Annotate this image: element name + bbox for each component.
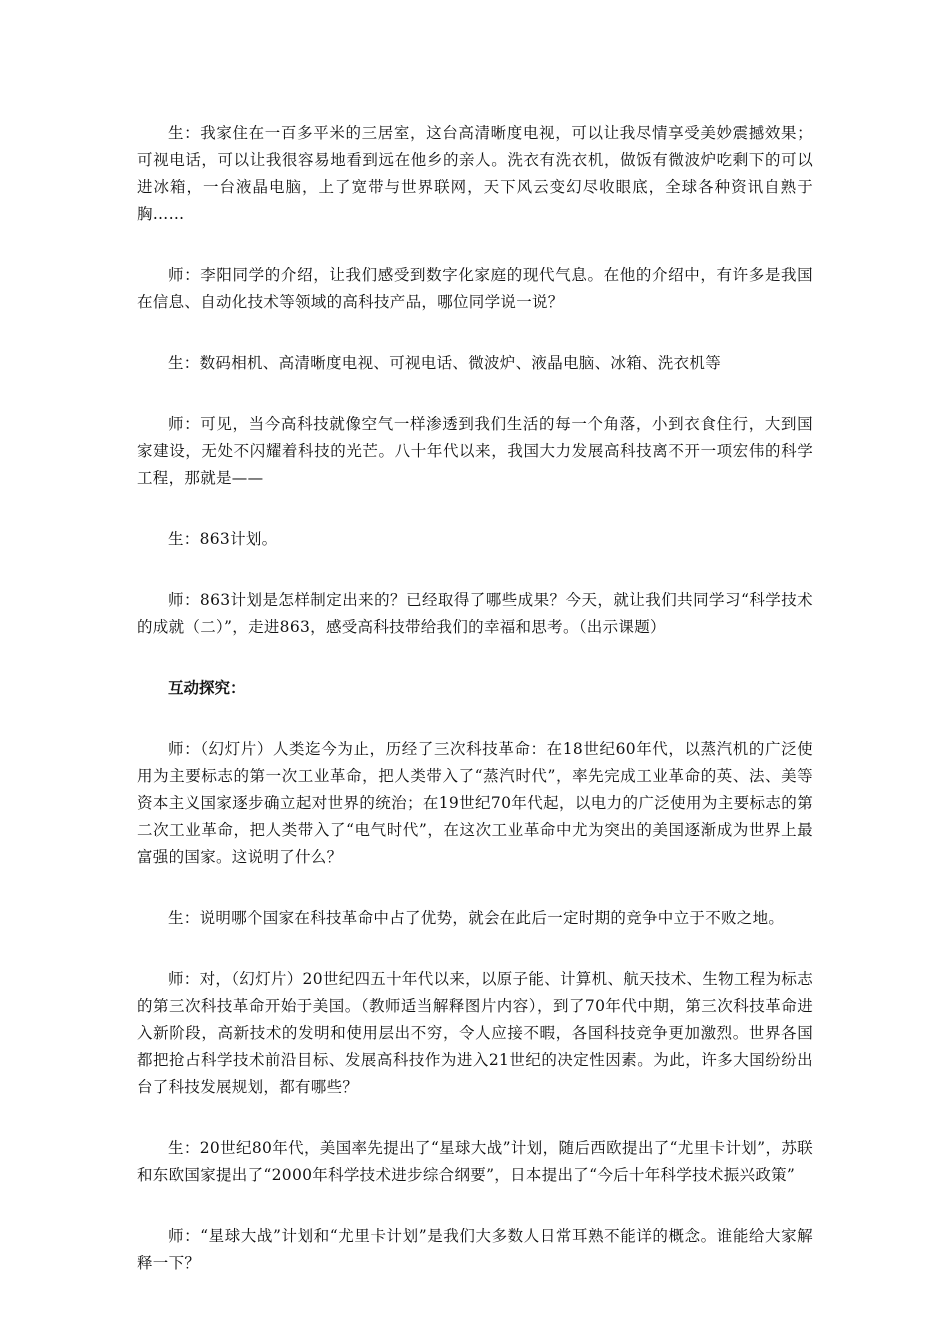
- paragraph-student-plans: 生：20世纪80年代，美国率先提出了“星球大战”计划，随后西欧提出了“尤里卡计划”，苏联和东欧国家提出了“2000年科学技术进步综合纲要”，日本提出了“今后十年科学技术振兴政策”: [137, 1139, 813, 1184]
- paragraph-student-products: 生：数码相机、高清晰度电视、可视电话、微波炉、液晶电脑、冰箱、洗衣机等: [168, 354, 722, 372]
- paragraph-teacher-digital-home: 师：李阳同学的介绍，让我们感受到数字化家庭的现代气息。在他的介绍中，有许多是我国在信息、自动化技术等领域的高科技产品，哪位同学说一说？: [137, 266, 813, 311]
- document-page: [137, 120, 813, 1311]
- paragraph-student-863: 生：863计划。: [168, 530, 278, 548]
- paragraph-teacher-lesson-intro: 师：863计划是怎样制定出来的？已经取得了哪些成果？今天，就让我们共同学习“科学技术的成就（二）”，走进863，感受高科技带给我们的幸福和思考。（出示课题）: [137, 591, 813, 636]
- paragraph-teacher-hightech: 师：可见，当今高科技就像空气一样渗透到我们生活的每一个角落，小到衣食住行，大到国家建设，无处不闪耀着科技的光芒。八十年代以来，我国大力发展高科技离不开一项宏伟的科学工程，那就是——: [137, 415, 813, 487]
- paragraph-teacher-revolutions: 师：（幻灯片）人类迄今为止，历经了三次科技革命：在18世纪60年代，以蒸汽机的广泛使用为主要标志的第一次工业革命，把人类带入了“蒸汽时代”，率先完成工业革命的英、法、美等资本主义国家逐步确立起对世界的统治；在19世纪70年代起，以电力的广泛使用为主要标志的第二次工业革命，把人类带入了“电气时代”，在这次工业革命中尤为突出的美国逐渐成为世界上最富强的国家。这说明了什么？: [137, 740, 813, 866]
- paragraph-teacher-question: 师：“星球大战”计划和“尤里卡计划”是我们大多数人日常耳熟不能详的概念。谁能给大家解释一下？: [137, 1227, 813, 1272]
- paragraph-student-advantage: 生：说明哪个国家在科技革命中占了优势，就会在此后一定时期的竞争中立于不败之地。: [168, 909, 785, 927]
- paragraph-student-home: 生：我家住在一百多平米的三居室，这台高清晰度电视，可以让我尽情享受美妙震撼效果；可视电话，可以让我很容易地看到远在他乡的亲人。洗衣有洗衣机，做饭有微波炉吃剩下的可以进冰箱，一台液晶电脑，上了宽带与世界联网，天下风云变幻尽收眼底，全球各种资讯自熟于胸……: [137, 124, 813, 223]
- section-heading: 互动探究：: [168, 679, 246, 697]
- paragraph-teacher-third-revolution: 师：对，（幻灯片）20世纪四五十年代以来，以原子能、计算机、航天技术、生物工程为标志的第三次科技革命开始于美国。（教师适当解释图片内容），到了70年代中期，第三次科技革命进入新阶段，高新技术的发明和使用层出不穷，令人应接不暇，各国科技竞争更加激烈。世界各国都把抢占科学技术前沿目标、发展高科技作为进入21世纪的决定性因素。为此，许多大国纷纷出台了科技发展规划，都有哪些？: [137, 970, 813, 1096]
